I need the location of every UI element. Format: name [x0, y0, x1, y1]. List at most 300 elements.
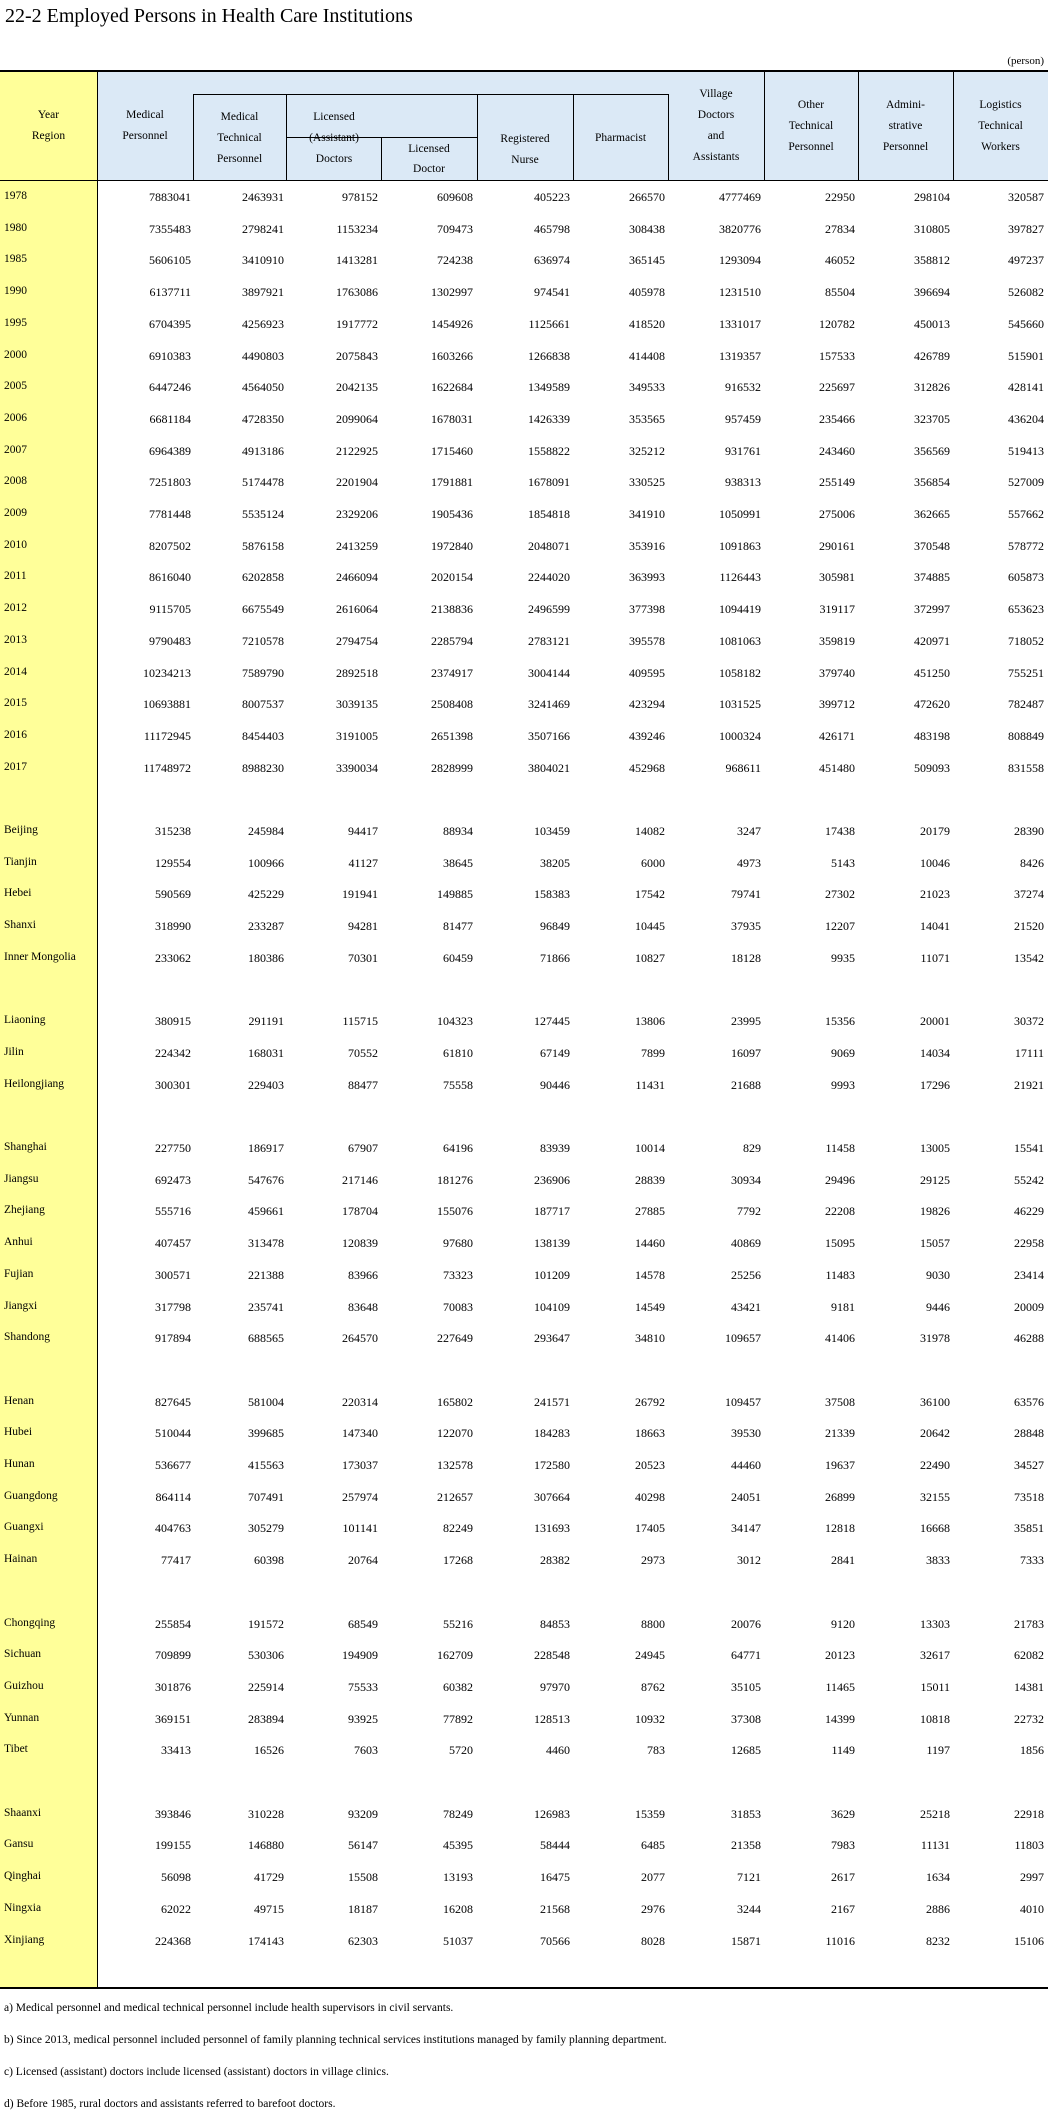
header-year-region: Year Region	[31, 109, 66, 142]
table-cell: 21783	[1014, 1616, 1044, 1631]
table-row	[0, 815, 1048, 847]
table-cell: 283894	[248, 1711, 284, 1726]
table-cell: 12818	[825, 1521, 855, 1536]
table-cell: 12207	[825, 919, 855, 934]
row-label: Yunnan	[4, 1711, 40, 1724]
table-cell: 2973	[641, 1553, 665, 1568]
table-cell: 22950	[825, 190, 855, 204]
row-label: 2000	[4, 348, 27, 361]
table-cell: 6000	[641, 855, 665, 870]
table-cell: 29496	[825, 1172, 855, 1187]
row-label: 2008	[4, 475, 27, 488]
table-row	[0, 1132, 1048, 1164]
table-cell: 6202858	[242, 570, 284, 585]
table-row	[0, 371, 1048, 403]
table-row	[0, 244, 1048, 276]
table-cell: 94281	[348, 919, 378, 934]
table-cell: 184283	[534, 1426, 570, 1441]
row-label: 2010	[4, 538, 27, 551]
table-cell: 70083	[443, 1299, 473, 1314]
table-row	[0, 1861, 1048, 1893]
table-cell: 30934	[731, 1172, 761, 1187]
table-cell: 73518	[1014, 1489, 1044, 1504]
table-cell: 162709	[437, 1648, 473, 1663]
table-cell: 23414	[1014, 1267, 1044, 1282]
table-cell: 15057	[920, 1236, 950, 1251]
table-cell: 225914	[248, 1679, 284, 1694]
table-cell: 319117	[819, 602, 855, 617]
table-cell: 11465	[825, 1679, 855, 1694]
header-registered-nurse: Registered Nurse	[500, 133, 550, 166]
table-cell: 60459	[443, 950, 473, 965]
table-cell: 2201904	[336, 475, 378, 490]
table-cell: 61810	[443, 1045, 473, 1060]
table-cell: 1634	[926, 1870, 950, 1885]
table-cell: 4564050	[242, 380, 284, 395]
table-cell: 10827	[635, 950, 665, 965]
table-cell: 404763	[155, 1521, 191, 1536]
table-cell: 11016	[825, 1933, 855, 1948]
table-cell: 459661	[248, 1204, 284, 1219]
table-cell: 4256923	[242, 316, 284, 331]
row-label: 1985	[4, 253, 27, 266]
table-cell: 77892	[443, 1711, 473, 1726]
table-cell: 609608	[437, 190, 473, 204]
table-cell: 3410910	[242, 253, 284, 268]
table-cell: 9115705	[149, 602, 191, 617]
table-cell: 37308	[731, 1711, 761, 1726]
table-cell: 5606105	[149, 253, 191, 268]
table-cell: 1972840	[431, 538, 473, 553]
table-cell: 308438	[629, 221, 665, 236]
table-cell: 436204	[1008, 411, 1044, 426]
footnote: a) Medical personnel and medical technical personnel include health supervisors in civil servants.	[4, 2002, 454, 2014]
table-row	[0, 752, 1048, 784]
table-row	[0, 625, 1048, 657]
row-label: 2005	[4, 380, 27, 393]
table-row	[0, 1069, 1048, 1101]
table-cell: 221388	[248, 1267, 284, 1282]
table-spacer-row	[0, 1576, 1048, 1608]
table-cell: 11431	[635, 1077, 665, 1092]
row-label: 2011	[4, 570, 27, 583]
table-cell: 20642	[920, 1426, 950, 1441]
table-cell: 1854818	[528, 507, 570, 521]
table-cell: 3629	[831, 1806, 855, 1821]
table-cell: 465798	[534, 221, 570, 236]
table-cell: 377398	[629, 602, 665, 617]
table-cell: 31978	[920, 1331, 950, 1346]
table-cell: 5143	[831, 855, 855, 870]
table-cell: 450013	[914, 316, 950, 331]
table-cell: 3833	[926, 1553, 950, 1568]
table-cell: 75558	[443, 1077, 473, 1092]
table-cell: 1231510	[719, 285, 761, 300]
table-cell: 323705	[914, 411, 950, 426]
table-cell: 22918	[1014, 1806, 1044, 1821]
table-cell: 228548	[534, 1648, 570, 1663]
table-cell: 8028	[641, 1933, 665, 1948]
table-cell: 97970	[540, 1679, 570, 1694]
table-cell: 931761	[725, 443, 761, 458]
table-row	[0, 1195, 1048, 1227]
table-cell: 978152	[342, 190, 378, 204]
table-cell: 536677	[155, 1458, 191, 1472]
table-row	[0, 1639, 1048, 1671]
table-cell: 16526	[254, 1743, 284, 1758]
table-cell: 380915	[155, 1014, 191, 1029]
table-cell: 212657	[437, 1489, 473, 1504]
table-cell: 1905436	[431, 507, 473, 521]
table-cell: 305981	[819, 570, 855, 585]
row-label: 2007	[4, 443, 27, 456]
table-cell: 356569	[914, 443, 950, 458]
table-cell: 132578	[437, 1458, 473, 1472]
table-cell: 67149	[540, 1045, 570, 1060]
table-cell: 3012	[737, 1553, 761, 1568]
row-label: Fujian	[4, 1267, 34, 1280]
row-label: Shanghai	[4, 1141, 47, 1153]
table-cell: 1126443	[719, 570, 761, 585]
table-cell: 82249	[443, 1521, 473, 1536]
table-cell: 6964389	[149, 443, 191, 458]
table-cell: 1149	[831, 1743, 855, 1758]
table-cell: 79741	[731, 887, 761, 902]
table-cell: 17405	[635, 1521, 665, 1536]
table-cell: 555716	[155, 1204, 191, 1219]
table-cell: 173037	[342, 1458, 378, 1472]
table-cell: 1603266	[431, 348, 473, 363]
table-cell: 353916	[629, 538, 665, 553]
footnote: d) Before 1985, rural doctors and assistants referred to barefoot doctors.	[4, 2098, 336, 2110]
table-row	[0, 1291, 1048, 1323]
row-label: Heilongjiang	[4, 1077, 65, 1090]
table-cell: 187717	[534, 1204, 570, 1219]
table-cell: 1081063	[719, 633, 761, 648]
table-cell: 129554	[155, 855, 191, 870]
table-cell: 41406	[825, 1331, 855, 1346]
table-cell: 10445	[635, 919, 665, 934]
table-cell: 310805	[914, 221, 950, 236]
table-row	[0, 530, 1048, 562]
table-cell: 28839	[635, 1172, 665, 1187]
table-cell: 58444	[540, 1838, 570, 1853]
row-label: 2015	[4, 697, 27, 710]
unit-label: (person)	[1007, 55, 1044, 67]
table-cell: 18663	[635, 1426, 665, 1441]
table-cell: 11172945	[143, 728, 191, 743]
row-label: Hebei	[4, 887, 32, 900]
table-cell: 165802	[437, 1394, 473, 1409]
table-cell: 2496599	[528, 602, 570, 617]
table-cell: 313478	[248, 1236, 284, 1251]
table-cell: 178704	[342, 1204, 378, 1219]
table-cell: 428141	[1008, 380, 1044, 395]
table-cell: 407457	[155, 1236, 191, 1251]
table-cell: 557662	[1008, 507, 1044, 521]
table-cell: 88934	[443, 824, 473, 838]
table-cell: 2997	[1020, 1870, 1044, 1885]
table-row	[0, 942, 1048, 974]
table-cell: 88477	[348, 1077, 378, 1092]
row-label: 2014	[4, 665, 27, 678]
table-cell: 831558	[1008, 760, 1044, 775]
table-cell: 56147	[348, 1838, 378, 1853]
table-cell: 369151	[155, 1711, 191, 1726]
table-cell: 497237	[1008, 253, 1044, 268]
table-cell: 138139	[534, 1236, 570, 1251]
table-cell: 93209	[348, 1806, 378, 1821]
table-cell: 1791881	[431, 475, 473, 490]
table-cell: 370548	[914, 538, 950, 553]
table-cell: 225697	[819, 380, 855, 395]
table-bottom-rule	[0, 1987, 1048, 1989]
table-cell: 19826	[920, 1204, 950, 1219]
table-cell: 1917772	[336, 316, 378, 331]
table-cell: 307664	[534, 1489, 570, 1504]
table-cell: 1413281	[336, 253, 378, 268]
row-label: Shanxi	[4, 919, 36, 932]
table-cell: 300301	[155, 1077, 191, 1092]
table-cell: 2798241	[242, 221, 284, 236]
table-row	[0, 1544, 1048, 1576]
table-cell: 451250	[914, 665, 950, 680]
footnotes	[4, 2000, 667, 2128]
table-cell: 83966	[348, 1267, 378, 1282]
table-cell: 298104	[914, 190, 950, 204]
table-cell: 255149	[819, 475, 855, 490]
table-cell: 55216	[443, 1616, 473, 1631]
table-cell: 34147	[731, 1521, 761, 1536]
table-cell: 8800	[641, 1616, 665, 1631]
table-cell: 39530	[731, 1426, 761, 1441]
table-cell: 14578	[635, 1267, 665, 1282]
table-cell: 131693	[534, 1521, 570, 1536]
table-cell: 2841	[831, 1553, 855, 1568]
table-cell: 6485	[641, 1838, 665, 1853]
table-cell: 7589790	[242, 665, 284, 680]
table-cell: 1091863	[719, 538, 761, 553]
table-cell: 18128	[731, 950, 761, 965]
table-cell: 28390	[1014, 824, 1044, 838]
table-cell: 7781448	[149, 507, 191, 521]
table-cell: 35851	[1014, 1521, 1044, 1536]
table-cell: 1153234	[336, 221, 378, 236]
table-cell: 7603	[354, 1743, 378, 1758]
table-cell: 7899	[641, 1045, 665, 1060]
table-cell: 22732	[1014, 1711, 1044, 1726]
table-cell: 25218	[920, 1806, 950, 1821]
table-cell: 11071	[920, 950, 950, 965]
row-label: 2017	[4, 760, 27, 773]
row-label: Hunan	[4, 1458, 35, 1470]
table-cell: 217146	[342, 1172, 378, 1187]
table-cell: 83648	[348, 1299, 378, 1314]
table-cell: 10046	[920, 855, 950, 870]
table-cell: 317798	[155, 1299, 191, 1314]
table-cell: 43421	[731, 1299, 761, 1314]
table-cell: 146880	[248, 1838, 284, 1853]
row-label: Qinghai	[4, 1870, 42, 1883]
table-cell: 27834	[825, 221, 855, 236]
page-title: 22-2 Employed Persons in Health Care Institutions	[5, 5, 413, 27]
table-cell: 418520	[629, 316, 665, 331]
table-cell: 2828999	[431, 760, 473, 775]
table-cell: 34527	[1014, 1458, 1044, 1472]
table-cell: 16475	[540, 1870, 570, 1885]
table-row	[0, 1449, 1048, 1481]
table-cell: 30372	[1014, 1014, 1044, 1029]
table-cell: 1197	[926, 1743, 950, 1758]
table-cell: 2020154	[431, 570, 473, 585]
row-label: 1995	[4, 316, 27, 329]
table-cell: 724238	[437, 253, 473, 268]
table-cell: 423294	[629, 697, 665, 712]
table-cell: 2617	[831, 1870, 855, 1885]
table-cell: 1558822	[528, 443, 570, 458]
table-cell: 653623	[1008, 602, 1044, 617]
table-cell: 6675549	[242, 602, 284, 617]
table-cell: 101141	[342, 1521, 378, 1536]
table-cell: 24051	[731, 1489, 761, 1504]
header-licensed-doctor: Licensed Doctor	[408, 143, 450, 175]
table-cell: 21358	[731, 1838, 761, 1853]
row-label: 1978	[4, 190, 27, 202]
row-label: Ningxia	[4, 1901, 42, 1914]
table-cell: 64196	[443, 1141, 473, 1155]
table-cell: 14549	[635, 1299, 665, 1314]
table-cell: 509093	[914, 760, 950, 775]
table-cell: 63576	[1014, 1394, 1044, 1409]
table-cell: 62082	[1014, 1648, 1044, 1663]
table-cell: 6681184	[149, 411, 191, 426]
table-cell: 21023	[920, 887, 950, 902]
table-cell: 15356	[825, 1014, 855, 1029]
table-cell: 22958	[1014, 1236, 1044, 1251]
table-cell: 3897921	[242, 285, 284, 300]
table-cell: 472620	[914, 697, 950, 712]
table-cell: 519413	[1008, 443, 1044, 458]
table-cell: 6910383	[149, 348, 191, 363]
table-cell: 1293094	[719, 253, 761, 268]
table-row	[0, 593, 1048, 625]
table-cell: 174143	[248, 1933, 284, 1948]
table-cell: 8007537	[242, 697, 284, 712]
table-cell: 51037	[443, 1933, 473, 1948]
table-cell: 245984	[248, 824, 284, 838]
header-administrative: Admini- strative Personnel	[882, 98, 929, 153]
table-cell: 17296	[920, 1077, 950, 1092]
table-cell: 35105	[731, 1679, 761, 1694]
table-row	[0, 847, 1048, 879]
table-cell: 5876158	[242, 538, 284, 553]
row-label: 1980	[4, 221, 27, 234]
table-cell: 32155	[920, 1489, 950, 1504]
table-cell: 4490803	[242, 348, 284, 363]
row-label: 2009	[4, 507, 27, 519]
table-cell: 7883041	[149, 190, 191, 204]
table-row	[0, 720, 1048, 752]
table-cell: 1094419	[719, 602, 761, 617]
table-cell: 191572	[248, 1616, 284, 1631]
table-cell: 374885	[914, 570, 950, 585]
table-cell: 396694	[914, 285, 950, 300]
table-cell: 97680	[443, 1236, 473, 1251]
table-cell: 14460	[635, 1236, 665, 1251]
row-label: Jiangsu	[4, 1172, 39, 1185]
table-cell: 62022	[161, 1901, 191, 1916]
table-cell: 688565	[248, 1331, 284, 1346]
table-row	[0, 1417, 1048, 1449]
table-cell: 968611	[725, 760, 761, 775]
table-cell: 1266838	[528, 348, 570, 363]
table-cell: 236906	[534, 1172, 570, 1187]
table-cell: 365145	[629, 253, 665, 268]
table-cell: 2244020	[528, 570, 570, 585]
row-label: 2013	[4, 633, 27, 646]
table-cell: 315238	[155, 824, 191, 838]
table-cell: 301876	[155, 1679, 191, 1694]
row-label: Tianjin	[4, 855, 37, 868]
table-cell: 1349589	[528, 380, 570, 395]
table-cell: 3039135	[336, 697, 378, 712]
table-cell: 2783121	[528, 633, 570, 648]
table-cell: 11748972	[143, 760, 191, 775]
table-cell: 957459	[725, 411, 761, 426]
table-cell: 96849	[540, 919, 570, 934]
table-cell: 15541	[1014, 1141, 1044, 1155]
table-cell: 14082	[635, 824, 665, 838]
row-label: Anhui	[4, 1236, 33, 1249]
header-licensed-assistant-doctors: Licensed (Assistant) Doctors	[309, 110, 359, 165]
row-label: Shandong	[4, 1331, 50, 1344]
table-cell: 9935	[831, 950, 855, 965]
header-medical-technical-personnel: Medical Technical Personnel	[216, 110, 263, 165]
table-cell: 8426	[1020, 855, 1044, 870]
table-cell: 26792	[635, 1394, 665, 1409]
table-cell: 829	[743, 1141, 761, 1155]
table-cell: 77417	[161, 1553, 191, 1568]
table-cell: 220314	[342, 1394, 378, 1409]
table-cell: 405978	[629, 285, 665, 300]
table-cell: 227750	[155, 1141, 191, 1155]
table-cell: 318990	[155, 919, 191, 934]
table-cell: 16208	[443, 1901, 473, 1916]
table-cell: 325212	[629, 443, 665, 458]
table-cell: 28848	[1014, 1426, 1044, 1441]
table-cell: 41127	[348, 855, 378, 870]
table-cell: 14041	[920, 919, 950, 934]
table-cell: 1302997	[431, 285, 473, 300]
table-cell: 21339	[825, 1426, 855, 1441]
table-cell: 15095	[825, 1236, 855, 1251]
table-cell: 109457	[725, 1394, 761, 1409]
table-cell: 9069	[831, 1045, 855, 1060]
table-cell: 7121	[737, 1870, 761, 1885]
table-cell: 718052	[1008, 633, 1044, 648]
table-cell: 120839	[342, 1236, 378, 1251]
table-row	[0, 1164, 1048, 1196]
table-cell: 8988230	[242, 760, 284, 775]
table-cell: 2651398	[431, 728, 473, 743]
table-cell: 5174478	[242, 475, 284, 490]
table-cell: 64771	[731, 1648, 761, 1663]
table-cell: 3804021	[528, 760, 570, 775]
table-cell: 6704395	[149, 316, 191, 331]
table-cell: 4728350	[242, 411, 284, 426]
table-cell: 199155	[155, 1838, 191, 1853]
table-cell: 255854	[155, 1616, 191, 1631]
